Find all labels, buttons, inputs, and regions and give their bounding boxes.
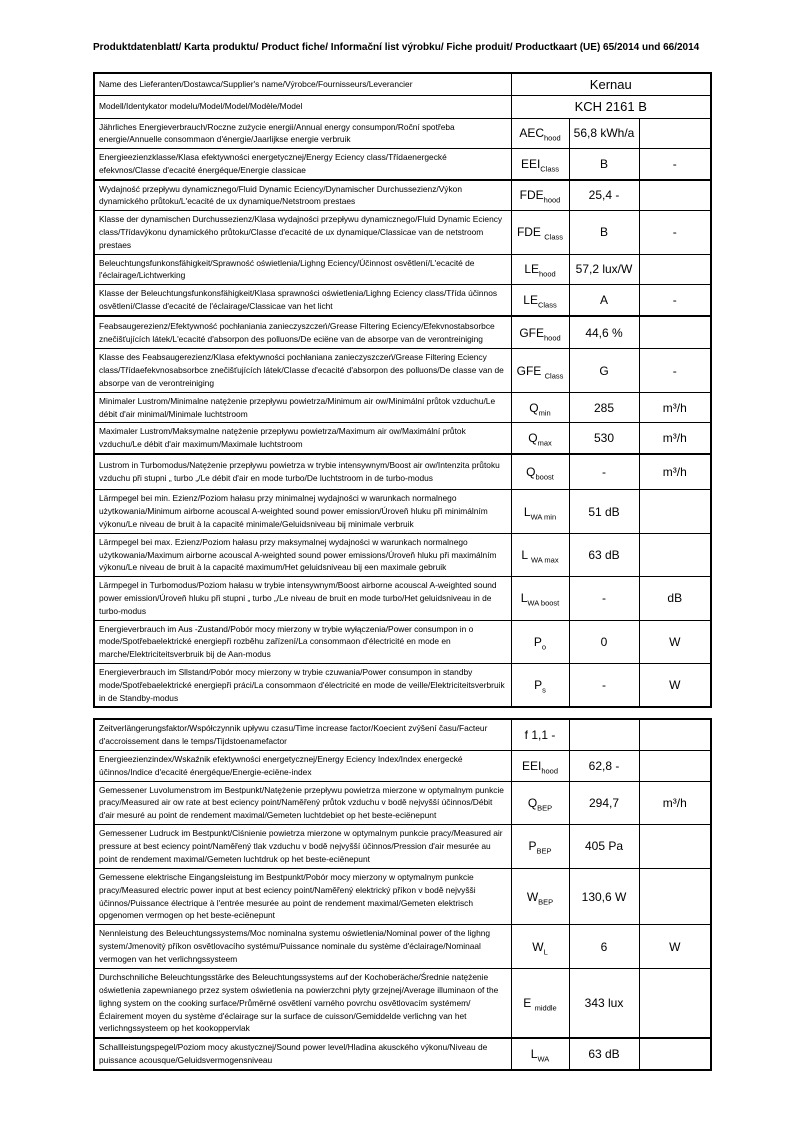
table-row	[94, 781, 711, 824]
symbol-cell	[511, 316, 569, 349]
row-label: Lustrom in Turbomodus/Natężenie przepływu powietrza w trybie intensywnym/Boost air ow/Intenzita průtoku vzduchu při stupni „ turbo „/Le débit d'air en mode turbo/De luchtstroom in de turbo-modus	[94, 454, 511, 490]
row-label: Klasse des Feabsaugerezienz/Klasa efektywności pochłaniana zanieczyszczeń/Grease Filtering Eciency class/Třídaefekvnosabsorbce znečišťujících látek/Classe d'ecacité d'absorpon des polluons/De classe van de absorpe van de verontreiniging	[94, 349, 511, 392]
value-cell: 6	[569, 925, 639, 969]
symbol-cell	[511, 577, 569, 620]
value-cell: 57,2 lux/W	[569, 254, 639, 285]
row-label: Energieverbrauch im Sllstand/Pobór mocy mierzony w trybie czuwania/Power consumpon in standby mode/Spotřebaelektrické energiepři práci/La consommaon d'électricité en mode de veille/Elektriciteitsverbruik in de Standby-modus	[94, 664, 511, 708]
row-label: Klasse der dynamischen Durchussezienz/Klasa wydajności przepływu dynamicznego/Fluid Dynamic Eciency class/Třídavýkonu dynamického průtoku/Classe d'ecacité de ux dynamique/Classicae van de netstroom prestaes	[94, 211, 511, 254]
symbol-cell	[511, 533, 569, 576]
symbol-subscript: hood	[543, 195, 561, 205]
symbol-subscript: BEP	[536, 846, 552, 856]
row-label: Lärmpegel in Turbomodus/Poziom hałasu w trybie intensywnym/Boost airborne acouscal A-weighted sound power emission/Úroveň hluku při stupni „ turbo „/Le niveau de bruit en mode turbo/Het geluidsniveau in de turbo-modus	[94, 577, 511, 620]
row-label: Lärmpegel bei max. Ezienz/Poziom hałasu przy maksymalnej wydajności w warunkach normalnego użytkowania/Maximum airborne acouscal A-weighted sound power emissions/Úroveň hluku při maximálním výkonu/Le niveau de bruit à la capacité maximum/Het geluidsniveau bij een maximale gebruik	[94, 533, 511, 576]
unit-cell	[639, 490, 711, 533]
table-row	[94, 211, 711, 254]
table-row	[94, 577, 711, 620]
tables-container	[93, 72, 710, 1071]
unit-cell	[639, 969, 711, 1038]
symbol-subscript: Class	[540, 164, 560, 174]
unit-cell	[639, 316, 711, 349]
table-row	[94, 1038, 711, 1070]
row-label: Beleuchtungsfunkonsfähigkeit/Sprawność oświetlenia/Lighng Eciency/Účinnost osvětlení/L'ecacité de l'éclairage/Lichtwerking	[94, 254, 511, 285]
unit-cell: W	[639, 925, 711, 969]
unit-cell: dB	[639, 577, 711, 620]
value-cell: 0	[569, 620, 639, 663]
table-row	[94, 664, 711, 708]
unit-cell	[639, 868, 711, 924]
symbol-base: P	[528, 839, 537, 854]
symbol-subscript: max	[537, 438, 552, 448]
row-label: Gemessene elektrische Eingangsleistung im Bestpunkt/Pobór mocy mierzony w optymalnym punkcie pracy/Measured electric power input at best eciency point/Naměřený elektrický příkon v bodě nejvyšši účinnos/Puissance électrique à l'entrée mesurée au point de rendement maximal/Gemeten elektrisch opgenomen vermogen op het beste-eciënepunt	[94, 868, 511, 924]
symbol-subscript: middle	[534, 1003, 557, 1013]
unit-cell: m³/h	[639, 454, 711, 490]
value-cell: B	[569, 211, 639, 254]
table-row	[94, 149, 711, 180]
value-cell: 51 dB	[569, 490, 639, 533]
table-row	[94, 824, 711, 868]
row-label: Wydajność przepływu dynamicznego/Fluid Dynamic Eciency/Dynamischer Durchussezienz/Výkon dynamického průtoku/L'ecacité de ux dynamique/Netstroom prestaes	[94, 180, 511, 211]
symbol-subscript: min	[538, 407, 551, 417]
table-row	[94, 254, 711, 285]
unit-cell: -	[639, 149, 711, 180]
value-cell: 530	[569, 423, 639, 454]
row-label: Jährliches Energieverbrauch/Roczne zużycie energii/Annual energy consumpon/Roční spotřeba energie/Annuelle consommaon d'énergie/Jaarlijkse energie verbruik	[94, 118, 511, 149]
symbol-base: LE	[523, 293, 538, 308]
symbol-cell	[511, 149, 569, 180]
unit-cell	[639, 750, 711, 781]
symbol-base: FDE	[516, 225, 545, 240]
symbol-cell	[511, 750, 569, 781]
value-cell: 25,4 -	[569, 180, 639, 211]
symbol-subscript: hood	[543, 333, 561, 342]
symbol-subscript: o	[541, 642, 547, 652]
symbol-cell	[511, 969, 569, 1038]
value-cell: 343 lux	[569, 969, 639, 1038]
value-cell: 63 dB	[569, 533, 639, 576]
symbol-subscript: L	[543, 947, 548, 957]
symbol-base: AEC	[519, 126, 544, 141]
symbol-subscript: WA boost	[527, 598, 560, 608]
symbol-base: L	[521, 548, 531, 563]
table-row	[94, 490, 711, 533]
symbol-base: GFE	[519, 325, 544, 340]
row-label: Durchschniliche Beleuchtungsstärke des Beleuchtungssystems auf der Kochoberäche/Średnie natężenie oświetlenia zapewnianego przez system oświetlenia na powierzchni płyty grzejnej/Average illuminaon of the lighng system on the cooking surface/Průměrné osvětlení varného povrchu osvětlovacím systémem/Éclairement moyen du système d'éclairage sur la surface de cuisson/Gemiddelde verlichng van het verlichngssysteem op het kookoppervlak	[94, 969, 511, 1038]
table-row	[94, 719, 711, 750]
unit-cell: W	[639, 620, 711, 663]
value-cell: 130,6 W	[569, 868, 639, 924]
symbol-cell	[511, 454, 569, 490]
value-cell: B	[569, 149, 639, 180]
value-cell: -	[569, 454, 639, 490]
symbol-base: Q	[528, 431, 538, 446]
symbol-base: P	[534, 678, 543, 693]
table-gap	[93, 708, 710, 718]
symbol-subscript: BEP	[538, 896, 554, 906]
table-row	[94, 969, 711, 1038]
table-row	[94, 620, 711, 663]
symbol-cell	[511, 1038, 569, 1070]
symbol-subscript: Class	[544, 232, 564, 242]
table-row	[94, 750, 711, 781]
table-row	[94, 533, 711, 576]
table-row	[94, 392, 711, 423]
unit-cell	[639, 1038, 711, 1070]
symbol-subscript: s	[542, 685, 546, 695]
symbol-cell	[511, 620, 569, 663]
row-label: Lärmpegel bei min. Ezienz/Poziom hałasu przy minimalnej wydajności w warunkach normalnego użytkowania/Minimum airborne acouscal A-weighted sound power emission/Úroveň hluku při minimálním výkonu/Le niveau de bruit à la capacité minimale/Geluidsniveau bij minimale verbruik	[94, 490, 511, 533]
value-cell: 62,8 -	[569, 750, 639, 781]
page-title: Produktdatenblatt/ Karta produktu/ Product fiche/ Informační list výrobku/ Fiche produit/ Productkaart (UE) 65/2014 und 66/2014	[93, 42, 700, 53]
unit-cell: W	[639, 664, 711, 708]
symbol-base: L	[520, 591, 528, 606]
unit-cell	[639, 533, 711, 576]
table-row	[94, 349, 711, 392]
symbol-base: P	[533, 634, 542, 649]
symbol-cell	[511, 664, 569, 708]
symbol-base: EEI	[521, 758, 542, 773]
row-label: Schallleistungspegel/Poziom mocy akustycznej/Sound power level/Hladina akusckého výkonu/Niveau de puissance acousque/Geluidsvermogensniveau	[94, 1038, 511, 1070]
unit-cell	[639, 719, 711, 750]
merged-value-cell: KCH 2161 B	[511, 95, 711, 118]
symbol-subscript: Class	[544, 370, 564, 380]
symbol-cell	[511, 925, 569, 969]
symbol-subscript: WA	[537, 1054, 550, 1064]
symbol-base: L	[523, 504, 531, 519]
row-label: Name des Lieferanten/Dostawca/Supplier's name/Výrobce/Fournisseurs/Leverancier	[94, 73, 511, 95]
row-label: Energieverbrauch im Aus -Zustand/Pobór mocy mierzony w trybie wyłączenia/Power consumpon in o mode/Spotřebaelektrické energiepři rozběhu zařízení/La consommaon d'électricité en mode en marche/Elektriciteitsverbruik bij de Aan-modus	[94, 620, 511, 663]
symbol-subscript: boost	[535, 472, 554, 482]
unit-cell	[639, 824, 711, 868]
symbol-cell	[511, 285, 569, 316]
unit-cell	[639, 118, 711, 149]
symbol-base: Q	[529, 400, 539, 415]
unit-cell: -	[639, 349, 711, 392]
table-row	[94, 316, 711, 349]
value-cell: -	[569, 577, 639, 620]
row-label: Maximaler Lustrom/Maksymalne natężenie przepływu powietrza/Maximum air ow/Maximální průtok vzduchu/Le débit d'air maximum/Maximale luchtstroom	[94, 423, 511, 454]
symbol-cell	[511, 781, 569, 824]
unit-cell: -	[639, 211, 711, 254]
symbol-subscript: hood	[539, 269, 556, 279]
row-label: Klasse der Beleuchtungsfunkonsfähigkeit/Klasa sprawności oświetlenia/Lighng Eciency class/Třída účinnos osvětlení/Classe d'ecacité de l'éclairage/Classicae van het licht	[94, 285, 511, 316]
row-label: Minimaler Lustrom/Minimalne natężenie przepływu powietrza/Minimum air ow/Minimální průtok vzduchu/Le débit d'air minimal/Minimale luchtstroom	[94, 392, 511, 423]
value-cell: 285	[569, 392, 639, 423]
symbol-subscript: WA min	[530, 512, 557, 522]
symbol-subscript: WA max	[530, 555, 559, 565]
product-fiche-table-secondary	[93, 718, 712, 1070]
symbol-cell	[511, 868, 569, 924]
value-cell: 294,7	[569, 781, 639, 824]
value-cell: -	[569, 664, 639, 708]
unit-cell: -	[639, 285, 711, 316]
table-row	[94, 73, 711, 95]
row-label: Gemessener Luvolumenstrom im Bestpunkt/Natężenie przepływu powietrza mierzone w optymalnym punkcie pracy/Measured air ow rate at best eciency point/Naměřený průtok vzduchu v bodě nejvyšší účinnos/Débit d'air mesuré au point de rendement maximal/Gemeten luchtdebiet op het beste-eciënepunt	[94, 781, 511, 824]
unit-cell	[639, 254, 711, 285]
unit-cell: m³/h	[639, 392, 711, 423]
symbol-base: f 1,1 -	[524, 728, 556, 743]
table-row	[94, 868, 711, 924]
row-label: Modell/Identykator modelu/Model/Model/Modèle/Model	[94, 95, 511, 118]
symbol-base: Q	[527, 795, 538, 810]
symbol-subscript: Class	[537, 300, 557, 310]
symbol-base: FDE	[519, 188, 544, 203]
product-fiche-table-main	[93, 72, 712, 708]
row-label: Energieezienzindex/Wskaźnik efektywności energetycznej/Energy Eciency Index/Index energecké účinnos/Indice d'ecacité énergéque/Energie-eciëne-index	[94, 750, 511, 781]
value-cell	[569, 719, 639, 750]
row-label: Gemessener Ludruck im Bestpunkt/Ciśnienie powietrza mierzone w optymalnym punkcie pracy/Measured air pressure at best eciency point/Naměřený tlak vzduchu v bodě nejvyšší účinnos/Pression d'air mesurée au point de rendement maximal/Gemeten luchtdruk op het beste-eciënepunt	[94, 824, 511, 868]
symbol-base: E	[523, 996, 535, 1011]
symbol-cell	[511, 824, 569, 868]
symbol-cell	[511, 180, 569, 211]
value-cell: A	[569, 285, 639, 316]
symbol-subscript: BEP	[537, 803, 553, 813]
table-row	[94, 95, 711, 118]
unit-cell: m³/h	[639, 781, 711, 824]
table-row	[94, 285, 711, 316]
symbol-cell	[511, 254, 569, 285]
symbol-cell	[511, 490, 569, 533]
symbol-base: W	[526, 889, 539, 904]
symbol-cell	[511, 423, 569, 454]
row-label: Zeitverlängerungsfaktor/Współczynnik upływu czasu/Time increase factor/Koecient zvýšení času/Facteur d'accroissement dans le temps/Tijdstoenamefactor	[94, 719, 511, 750]
symbol-cell	[511, 118, 569, 149]
symbol-cell	[511, 719, 569, 750]
symbol-cell	[511, 349, 569, 392]
row-label: Feabsaugerezienz/Efektywność pochłaniania zanieczyszczeń/Grease Filtering Eciency/Efekvnostabsorbce znečišťujících látek/L'ecacité d'absorpon des polluons/De eciëne van de absorpe van de verontreiniging	[94, 316, 511, 349]
unit-cell	[639, 180, 711, 211]
table-row	[94, 180, 711, 211]
table-row	[94, 925, 711, 969]
symbol-subscript: hood	[544, 133, 561, 143]
unit-cell: m³/h	[639, 423, 711, 454]
symbol-base: L	[530, 1046, 538, 1061]
table-row	[94, 423, 711, 454]
row-label: Energieezienzklasse/Klasa efektywności energetycznej/Energy Eciency class/Třídaenergecké efekvnos/Classe d'ecacité énergéque/Energie classicae	[94, 149, 511, 180]
symbol-base: LE	[524, 262, 539, 277]
value-cell: G	[569, 349, 639, 392]
symbol-base: EEI	[520, 156, 541, 171]
merged-value-cell: Kernau	[511, 73, 711, 95]
symbol-base: W	[532, 939, 544, 954]
symbol-subscript: hood	[541, 766, 559, 776]
row-label: Nennleistung des Beleuchtungssystems/Moc nominalna systemu oświetlenia/Nominal power of the lighng system/Jmenovitý příkon osvětlovacího systému/Puissance nominale du système d'éclairage/Nominaal vermogen van het verlichngssysteem	[94, 925, 511, 969]
symbol-cell	[511, 211, 569, 254]
symbol-cell	[511, 392, 569, 423]
symbol-base: GFE	[516, 363, 545, 378]
table-row	[94, 118, 711, 149]
symbol-base: Q	[526, 465, 536, 480]
value-cell: 44,6 %	[569, 316, 639, 349]
value-cell: 63 dB	[569, 1038, 639, 1070]
table-row	[94, 454, 711, 490]
value-cell: 405 Pa	[569, 824, 639, 868]
value-cell: 56,8 kWh/a	[569, 118, 639, 149]
